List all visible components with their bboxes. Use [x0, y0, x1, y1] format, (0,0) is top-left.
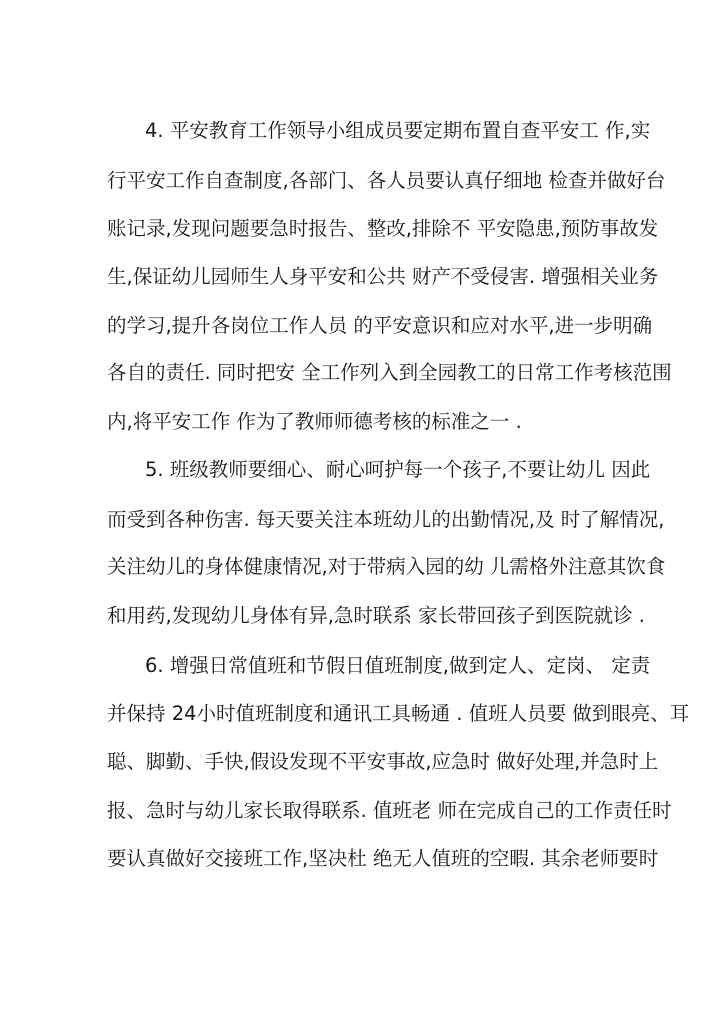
text-line: 要认真做好交接班工作,坚决杜 绝无人值班的空暇. 其余老师要时 [107, 847, 659, 870]
text-line: 行平安工作自查制度,各部门、各人员要认真仔细地 检查并做好台 [107, 169, 666, 192]
text-line: 的学习,提升各岗位工作人员 的平安意识和应对水平,进一步明确 [107, 314, 653, 337]
text-line: 内,将平安工作 作为了教师师德考核的标准之一 . [107, 410, 522, 433]
text-line: 关注幼儿的身体健康情况,对于带病入园的幼 儿需格外注意其饮食 [107, 555, 666, 578]
text-line: 账记录,发现问题要急时报告、整改,排除不 平安隐患,预防事故发 [107, 217, 659, 240]
text-line: 4. 平安教育工作领导小组成员要定期布置自查平安工 作,实 [145, 119, 651, 142]
text-line: 各自的责任. 同时把安 全工作列入到全园教工的日常工作考核范围 [107, 361, 672, 384]
text-line: 而受到各种伤害. 每天要关注本班幼儿的出勤情况,及 时了解情况, [107, 508, 665, 531]
text-line: 和用药,发现幼儿身体有异,急时联系 家长带回孩子到医院就诊 . [107, 604, 645, 627]
text-line: 报、急时与幼儿家长取得联系. 值班老 师在完成自己的工作责任时 [107, 799, 672, 822]
text-line: 5. 班级教师要细心、耐心呵护每一个孩子,不要让幼儿 因此 [145, 458, 651, 481]
text-line: 聪、脚勤、手快,假设发现不平安事故,应急时 做好处理,并急时上 [107, 750, 659, 773]
text-line: 并保持 24小时值班制度和通讯工具畅通 . 值班人员要 做到眼亮、耳 [107, 702, 690, 725]
text-line: 生,保证幼儿园师生人身平安和公共 财产不受侵害. 增强相关业务 [107, 265, 659, 288]
text-line: 6. 增强日常值班和节假日值班制度,做到定人、定岗、 定责 [145, 654, 651, 677]
